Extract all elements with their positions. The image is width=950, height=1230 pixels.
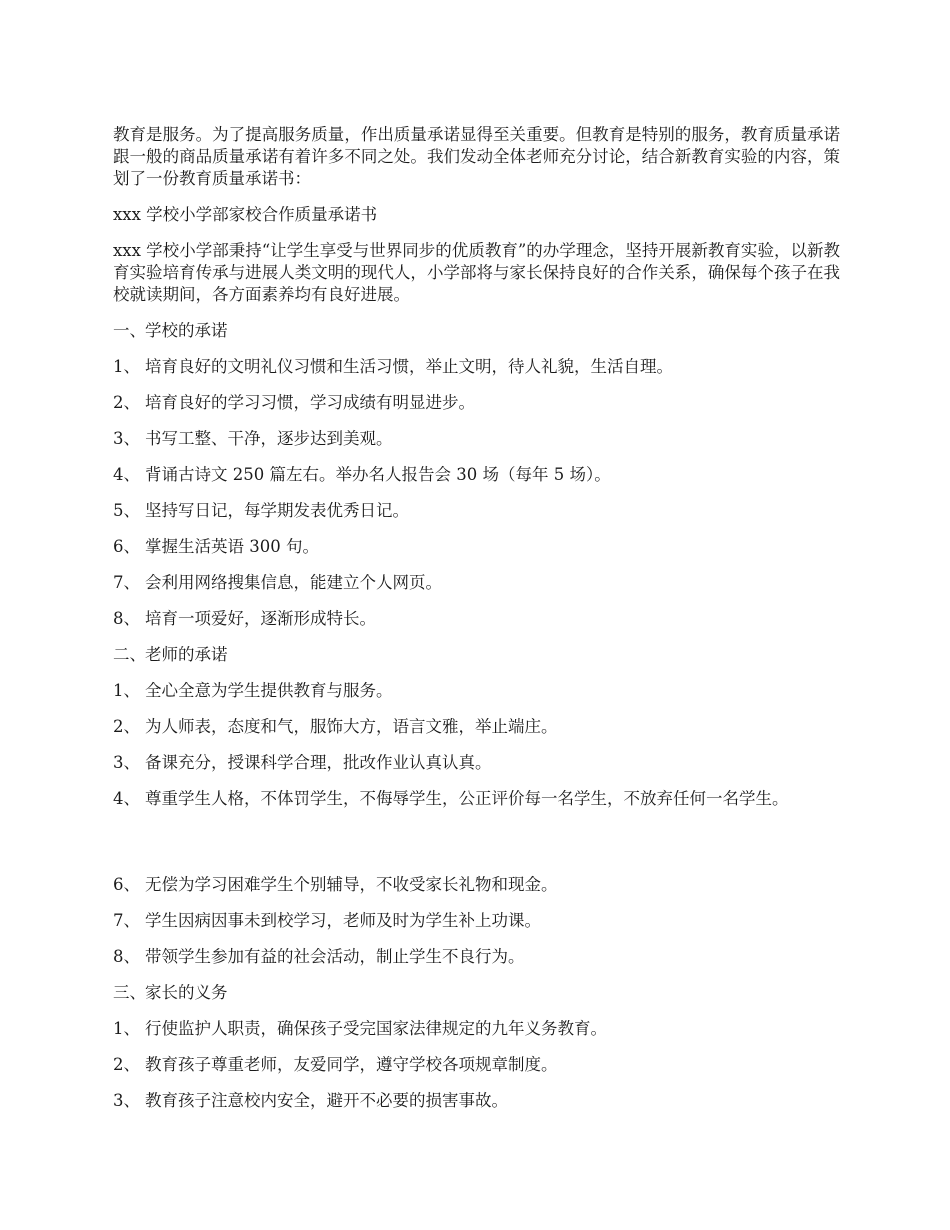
item-text: 坚持写日记，每学期发表优秀日记。 [145,501,409,520]
intro-paragraph: 教育是服务。为了提高服务质量，作出质量承诺显得至关重要。但教育是特别的服务，教育质量承诺跟一般的商品质量承诺有着许多不同之处。我们发动全体老师充分讨论，结合新教育实验的内容，策划了一份教育质量承诺书： [113,125,840,188]
section-heading-parents [113,982,840,1004]
list-item [113,1018,840,1040]
item-text: 掌握生活英语 300 句。 [145,537,319,556]
list-item [113,910,840,932]
item-number: 8、 [113,947,140,966]
section-heading-teacher [113,644,840,666]
list-item [113,874,840,896]
item-text: 教育孩子尊重老师，友爱同学，遵守学校各项规章制度。 [145,1055,558,1074]
item-number: 3、 [113,753,140,772]
preface-paragraph: xxx 学校小学部秉持“让学生享受与世界同步的优质教育”的办学理念，坚持开展新教育实验，以新教育实验培育传承与进展人类文明的现代人，小学部将与家长保持良好的合作关系，确保每个孩子在我校就读期间，各方面素养均有良好进展。 [113,241,840,304]
list-item [113,1054,840,1076]
item-number: 6、 [113,875,140,894]
section-title: 老师的承诺 [145,645,228,664]
item-text: 备课充分，授课科学合理，批改作业认真认真。 [145,753,492,772]
list-item [113,572,840,594]
item-number: 8、 [113,609,140,628]
section-title: 家长的义务 [145,983,228,1002]
item-text: 会利用网络搜集信息，能建立个人网页。 [145,573,442,592]
list-item [113,392,840,414]
section-heading-school [113,320,840,342]
item-text: 培育良好的学习习惯，学习成绩有明显进步。 [145,393,475,412]
item-text: 书写工整、干净，逐步达到美观。 [145,429,393,448]
list-item [113,716,840,738]
section-number: 一、 [113,321,146,340]
item-text: 行使监护人职责，确保孩子受完国家法律规定的九年义务教育。 [145,1019,607,1038]
list-item [113,500,840,522]
item-text: 背诵古诗文 250 篇左右。举办名人报告会 30 场（每年 5 场）。 [145,465,611,484]
item-text: 无偿为学习困难学生个别辅导，不收受家长礼物和现金。 [145,875,558,894]
list-item [113,680,840,702]
item-text: 为人师表，态度和气，服饰大方，语言文雅，举止端庄。 [145,717,558,736]
item-number: 1、 [113,1019,140,1038]
item-number: 6、 [113,537,140,556]
list-item [113,946,840,968]
list-item [113,752,840,774]
item-text: 带领学生参加有益的社会活动，制止学生不良行为。 [145,947,525,966]
item-number: 2、 [113,717,140,736]
section-number: 三、 [113,983,146,1002]
item-text: 尊重学生人格，不体罚学生，不侮辱学生，公正评价每一名学生，不放弃任何一名学生。 [145,789,789,808]
item-number: 1、 [113,357,140,376]
document-body [113,124,840,1126]
item-text: 教育孩子注意校内安全，避开不必要的损害事故。 [145,1091,508,1110]
list-item [113,788,840,810]
item-number: 1、 [113,681,140,700]
section-title: 学校的承诺 [145,321,228,340]
list-item [113,536,840,558]
item-number: 2、 [113,393,140,412]
item-number: 5、 [113,501,140,520]
item-text: 学生因病因事未到校学习，老师及时为学生补上功课。 [145,911,541,930]
item-text: 培育良好的文明礼仪习惯和生活习惯，举止文明，待人礼貌，生活自理。 [145,357,673,376]
item-number: 4、 [113,789,140,808]
list-item [113,428,840,450]
document-title: xxx 学校小学部家校合作质量承诺书 [113,205,378,224]
item-text: 培育一项爱好，逐渐形成特长。 [145,609,376,628]
item-number: 4、 [113,465,140,484]
item-number: 3、 [113,429,140,448]
item-number: 3、 [113,1091,140,1110]
item-number: 7、 [113,573,140,592]
item-number: 7、 [113,911,140,930]
item-text: 全心全意为学生提供教育与服务。 [145,681,393,700]
list-item [113,356,840,378]
blank-gap [113,824,840,874]
list-item [113,464,840,486]
list-item [113,608,840,630]
section-number: 二、 [113,645,146,664]
list-item [113,1090,840,1112]
item-number: 2、 [113,1055,140,1074]
